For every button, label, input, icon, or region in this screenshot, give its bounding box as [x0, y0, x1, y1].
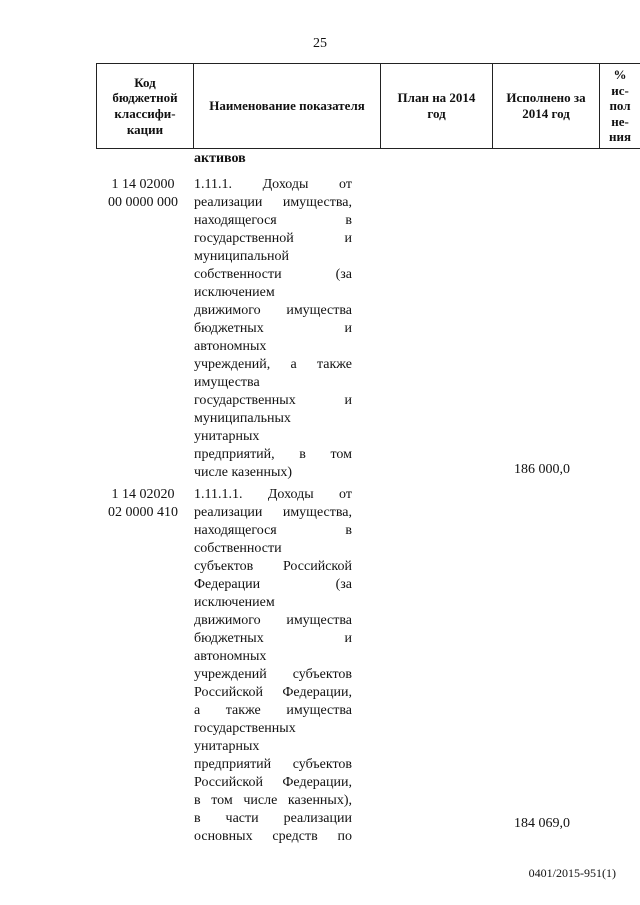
name-line: в том числе казенных), — [194, 793, 352, 808]
name-line: автономных — [194, 339, 267, 354]
name-line: находящегося в — [194, 523, 352, 538]
header-plan-line: План на 2014 — [397, 90, 476, 106]
row-1-name — [194, 176, 352, 482]
row-2-executed-value: 184 069,0 — [514, 816, 570, 831]
code-line: 1 14 02000 — [111, 177, 175, 192]
name-line: государственной и — [194, 231, 352, 246]
header-code-line: кации — [126, 121, 164, 137]
name-line: основных средств по — [194, 829, 352, 844]
header-executed-line: Исполнено за — [506, 90, 586, 106]
name-line: исключением — [194, 285, 275, 300]
header-code — [97, 64, 194, 149]
continued-text-fragment: активов — [194, 151, 246, 166]
header-plan — [381, 64, 493, 149]
name-line: 1.11.1.1. Доходы от — [194, 487, 352, 502]
name-line: унитарных — [194, 429, 260, 444]
name-line: бюджетных и — [194, 631, 352, 646]
header-code-line: классифи- — [114, 106, 176, 121]
header-percent-line: ис- — [611, 82, 629, 98]
header-percent-line: ния — [608, 129, 631, 145]
name-line: автономных — [194, 649, 267, 664]
name-line: бюджетных и — [194, 321, 352, 336]
name-line: Российской Федерации, — [194, 775, 352, 790]
name-line: Федерации (за — [194, 577, 352, 592]
name-line: учреждений, а также — [194, 357, 352, 372]
header-executed-line: 2014 год — [522, 106, 570, 121]
name-line: государственных и — [194, 393, 352, 408]
name-line: движимого имущества — [194, 613, 352, 628]
header-percent — [600, 64, 640, 149]
code-line: 00 0000 000 — [108, 195, 178, 210]
name-line: движимого имущества — [194, 303, 352, 318]
name-line: субъектов Российской — [194, 559, 352, 574]
name-line: унитарных — [194, 739, 260, 754]
header-name: Наименование показателя — [194, 64, 381, 149]
name-line: собственности (за — [194, 267, 352, 282]
row-2-code — [100, 486, 186, 522]
header-percent-line: пол — [609, 98, 631, 114]
name-line: учреждений субъектов — [194, 667, 352, 682]
name-line: муниципальной — [194, 249, 290, 264]
name-line: предприятий, в том — [194, 447, 352, 462]
name-line: муниципальных — [194, 411, 291, 426]
name-line: в части реализации — [194, 811, 352, 826]
header-percent-line: % — [613, 67, 627, 83]
header-plan-line: год — [427, 106, 446, 121]
header-code-line: Код — [134, 74, 156, 90]
name-line: реализации имущества, — [194, 505, 352, 520]
name-line: числе казенных) — [194, 465, 293, 480]
name-line: исключением — [194, 595, 275, 610]
document-code: 0401/2015-951(1) — [528, 866, 616, 880]
page-number: 25 — [313, 36, 327, 51]
header-executed — [493, 64, 600, 149]
row-1-executed-value: 186 000,0 — [514, 462, 570, 477]
name-line: реализации имущества, — [194, 195, 352, 210]
name-line: предприятий субъектов — [194, 757, 352, 772]
name-line: 1.11.1. Доходы от — [194, 177, 352, 192]
name-line: а также имущества — [194, 703, 352, 718]
header-code-line: бюджетной — [112, 90, 178, 106]
name-line: находящегося в — [194, 213, 352, 228]
name-line: собственности — [194, 541, 282, 556]
name-line: государственных — [194, 721, 296, 736]
code-line: 1 14 02020 — [111, 487, 175, 502]
name-line: имущества — [194, 375, 260, 390]
row-1-code — [100, 176, 186, 212]
header-percent-line: не- — [611, 113, 629, 129]
row-2-name — [194, 486, 352, 846]
name-line: Российской Федерации, — [194, 685, 352, 700]
code-line: 02 0000 410 — [108, 505, 178, 520]
table-header — [96, 63, 640, 149]
